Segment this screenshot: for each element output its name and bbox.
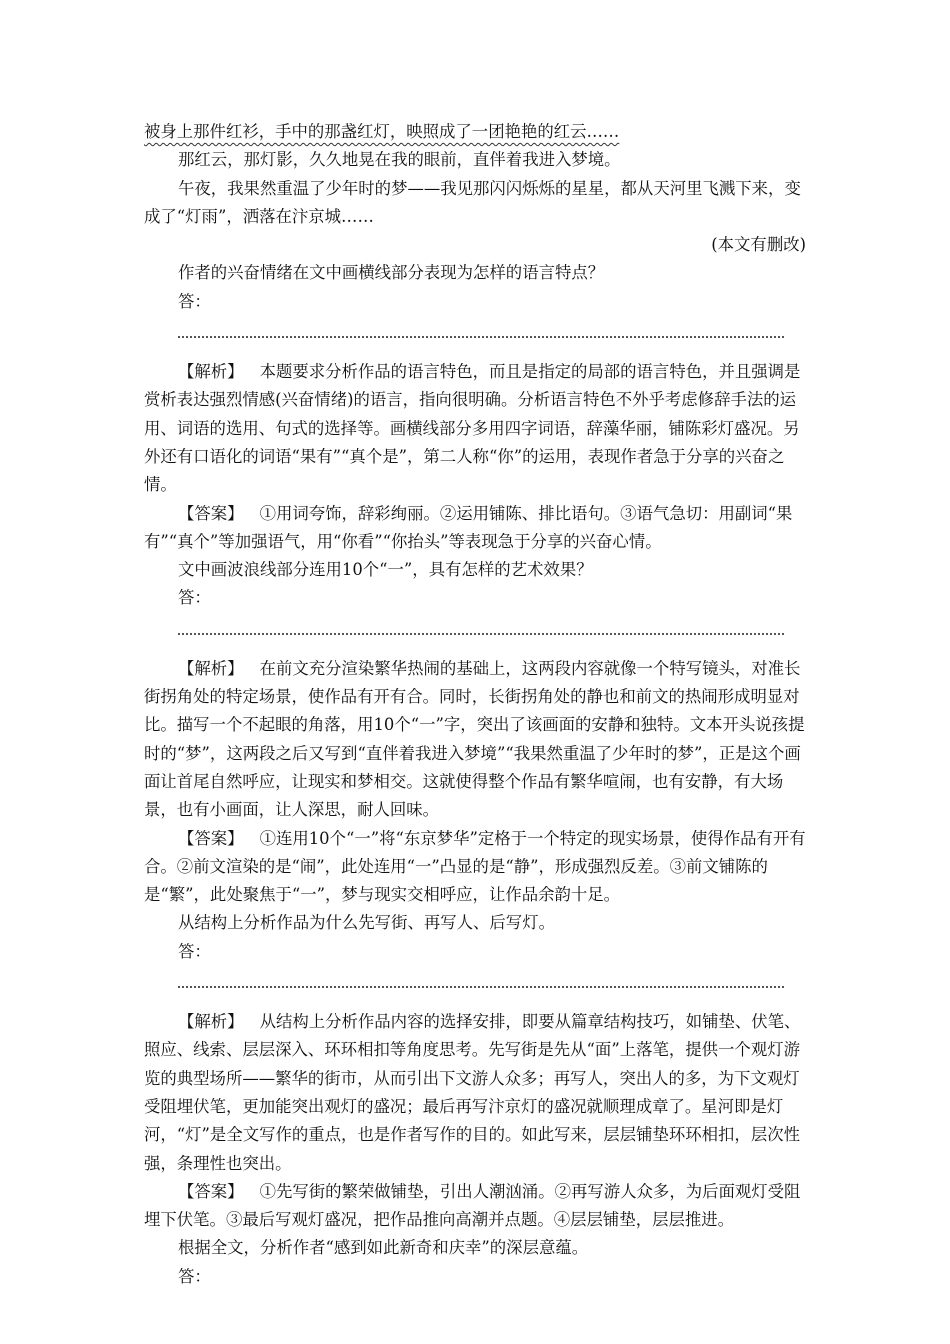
answer-label: 【答案】: [178, 1181, 244, 1201]
answer-label: 【答案】: [178, 828, 244, 848]
answer-paragraph: [144, 825, 806, 910]
answer-blank-line[interactable]: [144, 613, 806, 655]
question-3: 从结构上分析作品为什么先写街、再写人、后写灯。: [178, 913, 555, 933]
answer-blank-line[interactable]: [144, 316, 806, 358]
source-note: (本文有删改): [711, 235, 806, 255]
answer-blank-line[interactable]: [144, 966, 806, 1008]
analysis-label: 【解析】: [178, 658, 244, 678]
analysis-text: 从结构上分析作品内容的选择安排，即要从篇章结构技巧，如铺垫、伏笔、照应、线索、层层深入、环环相扣等角度思考。先写街是先从“面”上落笔，提供一个观灯游览的典型场所——繁华的街市，从而引出下文游人众多；再写人，突出人的多，为下文观灯受阻埋伏笔，更加能突出观灯的盛况；最后再写汴京灯的盛况就顺理成章了。星河即是灯河，“灯”是全文写作的重点，也是作者写作的目的。如此写来，层层铺垫环环相扣，层次性强，条理性也突出。: [144, 1012, 801, 1173]
answer-prompt: 答：: [178, 291, 211, 311]
analysis-text: 本题要求分析作品的语言特色，而且是指定的局部的语言特色，并且强调是赏析表达强烈情感(兴奋情绪)的语言，指向很明确。分析语言特色不外乎考虑修辞手法的运用、词语的选用、句式的选择等。画横线部分多用四字词语，辞藻华丽，铺陈彩灯盛况。另外还有口语化的词语“果有”“真个是”，第二人称“你”的运用，表现作者急于分享的兴奋之情。: [144, 362, 801, 495]
dotted-rule: [178, 336, 784, 338]
answer-paragraph: [144, 500, 806, 557]
analysis-label: 【解析】: [178, 362, 244, 382]
document-body: [144, 118, 806, 1291]
answer-paragraph: [144, 1178, 806, 1235]
analysis-text: 在前文充分渲染繁华热闹的基础上，这两段内容就像一个特写镜头，对准长街拐角处的特定场景，使作品有开有合。同时，长街拐角处的静也和前文的热闹形成明显对比。描写一个不起眼的角落，用10个“一”字，突出了该画面的安静和独特。文本开头说孩提时的“梦”，这两段之后又写到“直伴着我进入梦境”“我果然重温了少年时的梦”，正是这个画面让首尾自然呼应，让现实和梦相交。这就使得整个作品有繁华喧闹，也有安静，有大场景，也有小画面，让人深思，耐人回味。: [144, 658, 805, 820]
passage-line: [144, 118, 806, 146]
answer-text: ①先写街的繁荣做铺垫，引出人潮汹涌。②再写游人众多，为后面观灯受阻埋下伏笔。③最后写观灯盛况，把作品推向高潮并点题。④层层铺垫，层层推进。: [144, 1181, 801, 1230]
passage-paragraph: 那红云，那灯影，久久地晃在我的眼前，直伴着我进入梦境。: [178, 150, 621, 170]
answer-prompt: 答：: [178, 1266, 211, 1286]
answer-text: ①连用10个“一”将“东京梦华”定格于一个特定的现实场景，使得作品有开有合。②前文渲染的是“闹”，此处连用“一”凸显的是“静”，形成强烈反差。③前文铺陈的是“繁”，此处聚焦于“一”，梦与现实交相呼应，让作品余韵十足。: [144, 828, 806, 905]
dotted-rule: [178, 633, 784, 635]
question-1: 作者的兴奋情绪在文中画横线部分表现为怎样的语言特点？: [178, 263, 605, 283]
answer-label: 【答案】: [178, 503, 244, 523]
analysis-label: 【解析】: [178, 1012, 244, 1032]
question-4: 根据全文，分析作者“感到如此新奇和庆幸”的深层意蕴。: [178, 1238, 589, 1258]
question-2: 文中画波浪线部分连用10个“一”，具有怎样的艺术效果？: [178, 560, 593, 580]
answer-prompt: 答：: [178, 588, 211, 608]
answer-prompt: 答：: [178, 941, 211, 961]
analysis-paragraph: [144, 655, 806, 825]
analysis-paragraph: [144, 1008, 806, 1178]
wavy-underlined-text: 被身上那件红衫，手中的那盏红灯，映照成了一团艳艳的红云……: [144, 122, 620, 141]
analysis-paragraph: [144, 358, 806, 499]
passage-paragraph: 午夜，我果然重温了少年时的梦——我见那闪闪烁烁的星星，都从天河里飞溅下来，变成了“灯雨”，洒落在汴京城……: [144, 178, 801, 226]
dotted-rule: [178, 986, 784, 988]
answer-text: ①用词夸饰，辞彩绚丽。②运用铺陈、排比语句。③语气急切：用副词“果有”“真个”等加强语气，用“你看”“你抬头”等表现急于分享的兴奋心情。: [144, 503, 793, 551]
